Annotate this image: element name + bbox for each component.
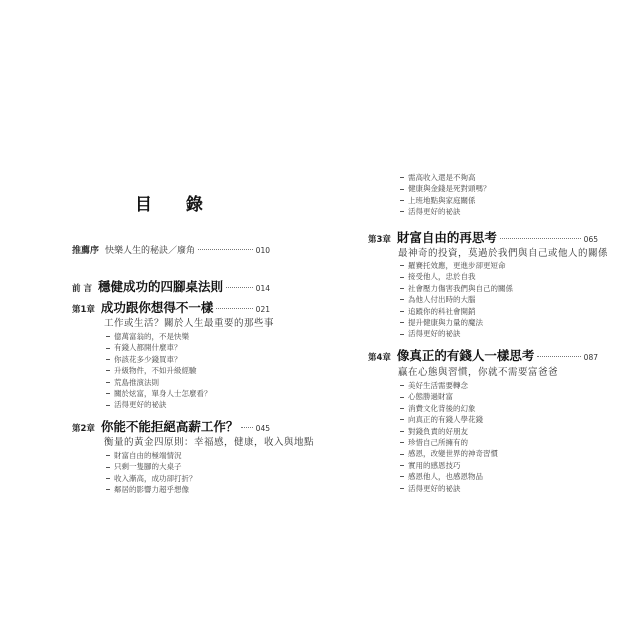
list-item: 活得更好的祕訣 [400, 483, 498, 494]
chapter-4-bullets [400, 380, 498, 494]
chapter-2-bullets [106, 450, 197, 496]
chapter-label: 第4章 [368, 353, 391, 363]
list-item: 億萬富翁的，不是快樂 [106, 331, 212, 342]
list-item: 財富自由的極端情況 [106, 450, 197, 461]
leader-dots [537, 356, 580, 357]
leader-dots [216, 308, 252, 309]
list-item: 感恩他人，也感恩物品 [400, 471, 498, 482]
page-number: 065 [583, 235, 598, 244]
page-number: 014 [255, 284, 270, 293]
list-item: 消費文化背後的幻象 [400, 403, 498, 414]
list-item: 有錢人都開什麼車？ [106, 342, 212, 353]
list-item: 美好生活需要轉念 [400, 380, 498, 391]
list-item: 鄰居的影響力超乎想像 [106, 484, 197, 495]
list-item: 活得更好的祕訣 [400, 206, 491, 217]
chapter-3-bullets [400, 260, 513, 340]
list-item: 你該花多少錢買車？ [106, 354, 212, 365]
page-number: 010 [255, 246, 270, 255]
list-item: 珍惜自己所擁有的 [400, 437, 498, 448]
list-item: 接受他人，忠於自我 [400, 271, 513, 282]
list-item: 升級物件，不如升級經驗 [106, 365, 212, 376]
list-item: 只剩一隻腳的大桌子 [106, 461, 197, 472]
page-title: 目 錄 [135, 195, 217, 215]
page-number: 045 [255, 424, 270, 433]
chapter-1-entry [72, 298, 270, 316]
list-item: 追蹤你的科社會開銷 [400, 306, 513, 317]
list-item: 羅賽托效應，更進步卻更短命 [400, 260, 513, 271]
list-item: 荒島推演法則 [106, 377, 212, 388]
page-number: 087 [583, 353, 598, 362]
chapter-title: 財富自由的再思考 [396, 230, 497, 245]
chapter-title: 你能不能拒絕高薪工作？ [100, 419, 239, 434]
chapter-3-subtitle: 最神奇的投資，莫過於我們與自己或他人的關係 [398, 248, 609, 259]
chapter-3-entry [368, 228, 598, 246]
page-number: 021 [255, 305, 270, 314]
list-item: 實用的感恩技巧 [400, 460, 498, 471]
list-item: 收入漸高，成功卻打折？ [106, 473, 197, 484]
list-item: 感恩，改變世界的神奇習慣 [400, 448, 498, 459]
list-item: 心態勝過財富 [400, 391, 498, 402]
chapter-1-subtitle: 工作或生活？關於人生最重要的那些事 [104, 318, 275, 329]
preface-label: 推薦序 [72, 246, 100, 256]
list-item: 關於炫富，單身人士怎麼看？ [106, 388, 212, 399]
chapter-label: 第1章 [72, 305, 95, 315]
list-item: 上班地點與家庭關係 [400, 195, 491, 206]
preface-entry [72, 243, 270, 256]
chapter-4-entry [368, 346, 598, 364]
top-bullets [400, 172, 491, 218]
chapter-title: 成功跟你想得不一樣 [100, 300, 214, 315]
leader-dots [500, 238, 581, 239]
list-item: 健康與金錢是死對頭嗎？ [400, 183, 491, 194]
list-item: 對錢負責的好朋友 [400, 426, 498, 437]
foreword-title: 穩健成功的四腳桌法則 [97, 279, 223, 294]
chapter-label: 第2章 [72, 424, 95, 434]
list-item: 向真正的有錢人學花錢 [400, 414, 498, 425]
list-item: 為他人付出時的大腦 [400, 294, 513, 305]
list-item: 社會壓力傷害我們與自己的關係 [400, 283, 513, 294]
chapter-label: 第3章 [368, 235, 391, 245]
list-item: 活得更好的祕訣 [400, 328, 513, 339]
foreword-label: 前 言 [72, 284, 92, 294]
chapter-2-subtitle: 衡量的黃金四原則：幸福感，健康，收入與地點 [104, 437, 315, 448]
chapter-title: 像真正的有錢人一樣思考 [396, 348, 535, 363]
leader-dots [198, 249, 253, 250]
list-item: 提升健康與力量的魔法 [400, 317, 513, 328]
leader-dots [226, 287, 253, 288]
list-item: 活得更好的祕訣 [106, 399, 212, 410]
leader-dots [241, 427, 252, 428]
chapter-1-bullets [106, 331, 212, 411]
chapter-2-entry [72, 417, 270, 435]
preface-title: 快樂人生的秘訣／廢角 [105, 246, 196, 256]
chapter-4-subtitle: 贏在心態與習慣，你就不需要富爸爸 [398, 367, 559, 378]
foreword-entry [72, 277, 270, 295]
list-item: 需高收入還是不夠高 [400, 172, 491, 183]
